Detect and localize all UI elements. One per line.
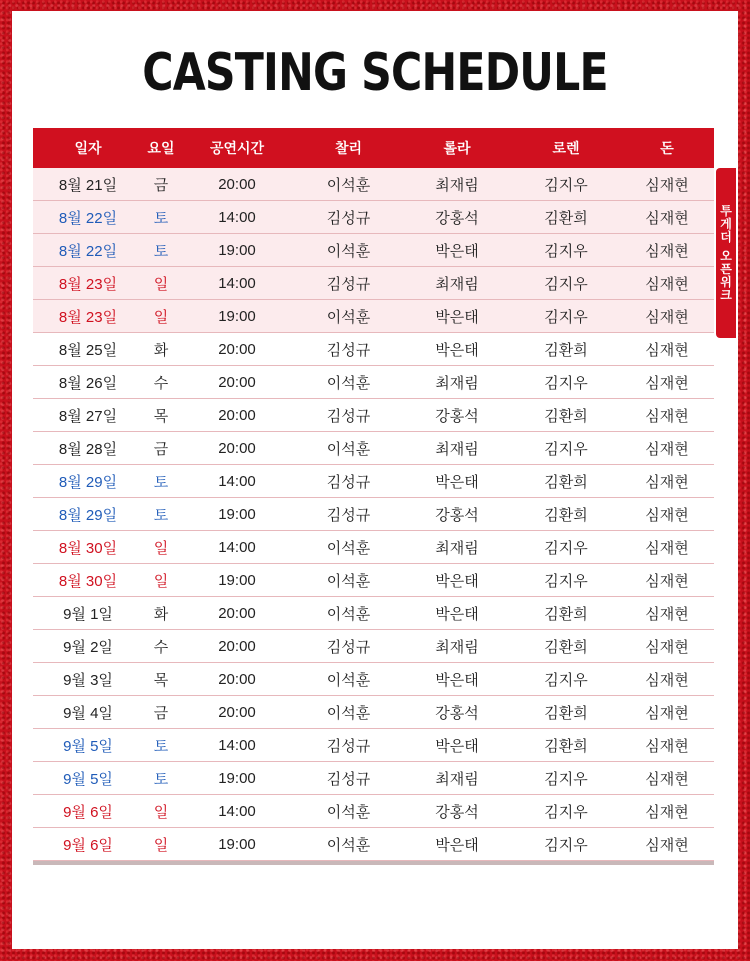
cell-day: 수 <box>153 638 169 656</box>
header-lola: 롤라 <box>443 140 471 156</box>
cell-lola: 박은태 <box>435 836 479 854</box>
cell-charlie: 이석훈 <box>326 671 371 689</box>
open-week-tag-char: 게 <box>720 216 732 231</box>
cell-lola: 박은태 <box>435 572 479 590</box>
table-row <box>33 597 714 630</box>
cell-lola: 최재림 <box>435 275 479 293</box>
cell-lola: 최재림 <box>435 770 479 788</box>
table-row <box>33 267 714 300</box>
cell-don: 심재현 <box>645 341 689 359</box>
cell-don: 심재현 <box>645 704 689 722</box>
cell-don: 심재현 <box>645 803 689 821</box>
cell-day: 일 <box>153 308 169 326</box>
cell-lola: 박은태 <box>435 242 479 260</box>
cell-date: 8월 29일 <box>58 473 118 491</box>
open-week-tag-char: 크 <box>720 287 732 302</box>
cell-charlie: 김성규 <box>326 407 371 425</box>
cell-day: 수 <box>153 374 169 392</box>
open-week-tag-char: 픈 <box>720 261 732 276</box>
cell-don: 심재현 <box>645 209 689 227</box>
cell-day: 일 <box>153 836 169 854</box>
cell-don: 심재현 <box>645 374 689 392</box>
cell-lola: 최재림 <box>435 176 479 194</box>
cell-lauren: 김지우 <box>544 572 588 590</box>
cell-charlie: 김성규 <box>326 770 371 788</box>
cell-date: 9월 1일 <box>63 605 113 623</box>
cell-lauren: 김지우 <box>544 308 588 326</box>
cell-don: 심재현 <box>645 671 689 689</box>
cell-charlie: 이석훈 <box>326 308 371 326</box>
cell-don: 심재현 <box>645 836 689 854</box>
table-row <box>33 696 714 729</box>
cell-lauren: 김환희 <box>544 605 588 623</box>
cell-lauren: 김지우 <box>544 671 588 689</box>
table-row <box>33 663 714 696</box>
open-week-tag-char: 투 <box>720 203 732 218</box>
header-lauren: 로렌 <box>552 140 580 156</box>
cell-day: 일 <box>153 275 169 293</box>
header-time: 공연시간 <box>209 140 265 156</box>
cell-lauren: 김환희 <box>544 506 588 524</box>
cell-date: 8월 30일 <box>58 539 118 557</box>
cell-time: 20:00 <box>218 175 256 193</box>
cell-charlie: 김성규 <box>326 638 371 656</box>
table-body <box>33 168 714 861</box>
cell-lola: 강홍석 <box>435 704 479 722</box>
cell-don: 심재현 <box>645 572 689 590</box>
cell-don: 심재현 <box>645 407 689 425</box>
table-row <box>33 630 714 663</box>
cell-date: 9월 5일 <box>63 737 113 755</box>
cell-time: 14:00 <box>218 208 256 226</box>
cell-day: 토 <box>153 242 169 260</box>
casting-table <box>33 128 714 865</box>
cell-charlie: 이석훈 <box>326 836 371 854</box>
table-row <box>33 762 714 795</box>
cell-charlie: 이석훈 <box>326 242 371 260</box>
cell-day: 토 <box>153 473 169 491</box>
table-row <box>33 234 714 267</box>
cell-lola: 박은태 <box>435 341 479 359</box>
header-charlie: 찰리 <box>334 140 363 156</box>
cell-time: 19:00 <box>218 505 256 523</box>
cell-lauren: 김환희 <box>544 638 588 656</box>
cell-don: 심재현 <box>645 737 689 755</box>
cell-lola: 최재림 <box>435 638 479 656</box>
cell-day: 금 <box>153 440 169 458</box>
cell-day: 토 <box>153 770 169 788</box>
table-row <box>33 498 714 531</box>
cell-time: 20:00 <box>218 340 256 358</box>
header-don: 돈 <box>660 140 674 156</box>
header-day: 요일 <box>147 140 175 156</box>
table-row <box>33 300 714 333</box>
schedule-panel <box>12 11 738 949</box>
cell-lauren: 김지우 <box>544 836 588 854</box>
cell-lola: 강홍석 <box>435 506 479 524</box>
table-row <box>33 168 714 201</box>
cell-charlie: 김성규 <box>326 737 371 755</box>
cell-time: 19:00 <box>218 241 256 259</box>
cell-lauren: 김환희 <box>544 341 588 359</box>
cell-don: 심재현 <box>645 605 689 623</box>
cell-date: 8월 21일 <box>58 176 118 194</box>
cell-don: 심재현 <box>645 275 689 293</box>
cell-lola: 박은태 <box>435 308 479 326</box>
cell-date: 9월 5일 <box>63 770 113 788</box>
header-date: 일자 <box>74 140 102 156</box>
cell-lauren: 김환희 <box>544 407 588 425</box>
cell-time: 20:00 <box>218 637 256 655</box>
cell-lola: 박은태 <box>435 605 479 623</box>
cell-time: 14:00 <box>218 802 256 820</box>
cell-lauren: 김지우 <box>544 374 588 392</box>
cell-lauren: 김지우 <box>544 242 588 260</box>
cell-lauren: 김지우 <box>544 275 588 293</box>
cell-lauren: 김지우 <box>544 803 588 821</box>
cell-charlie: 이석훈 <box>326 803 371 821</box>
table-row <box>33 201 714 234</box>
cell-day: 일 <box>153 803 169 821</box>
open-week-tag-char: 위 <box>720 274 732 289</box>
cell-lola: 강홍석 <box>435 407 479 425</box>
cell-day: 화 <box>153 341 169 359</box>
cell-lauren: 김환희 <box>544 704 588 722</box>
cell-lola: 강홍석 <box>435 803 479 821</box>
cell-time: 14:00 <box>218 472 256 490</box>
cell-time: 20:00 <box>218 406 256 424</box>
cell-time: 14:00 <box>218 274 256 292</box>
cell-time: 20:00 <box>218 373 256 391</box>
cell-don: 심재현 <box>645 242 689 260</box>
cell-lauren: 김환희 <box>544 737 588 755</box>
cell-charlie: 이석훈 <box>326 440 371 458</box>
cell-lola: 박은태 <box>435 671 479 689</box>
cell-charlie: 김성규 <box>326 275 371 293</box>
cell-charlie: 이석훈 <box>326 374 371 392</box>
cell-time: 19:00 <box>218 835 256 853</box>
cell-date: 9월 2일 <box>63 638 113 656</box>
cell-charlie: 이석훈 <box>326 704 371 722</box>
table-header <box>33 128 714 168</box>
cell-lauren: 김환희 <box>544 209 588 227</box>
cell-day: 목 <box>153 407 169 425</box>
cell-day: 토 <box>153 506 169 524</box>
cell-charlie: 김성규 <box>326 209 371 227</box>
cell-charlie: 이석훈 <box>326 572 371 590</box>
table-row <box>33 795 714 828</box>
cell-lola: 최재림 <box>435 374 479 392</box>
cell-don: 심재현 <box>645 539 689 557</box>
cell-day: 일 <box>153 572 169 590</box>
cell-time: 19:00 <box>218 769 256 787</box>
table-row <box>33 432 714 465</box>
cell-date: 8월 23일 <box>58 275 118 293</box>
cell-charlie: 김성규 <box>326 473 371 491</box>
cell-don: 심재현 <box>645 440 689 458</box>
cell-date: 8월 22일 <box>58 242 118 260</box>
cell-lola: 박은태 <box>435 737 479 755</box>
cell-date: 8월 30일 <box>58 572 118 590</box>
cell-day: 금 <box>153 704 169 722</box>
cell-lauren: 김지우 <box>544 440 588 458</box>
cell-day: 목 <box>153 671 169 689</box>
table-row <box>33 828 714 861</box>
cell-day: 화 <box>153 605 169 623</box>
cell-lola: 최재림 <box>435 440 479 458</box>
cell-charlie: 이석훈 <box>326 539 371 557</box>
cell-time: 14:00 <box>218 538 256 556</box>
cell-date: 8월 28일 <box>58 440 118 458</box>
cell-time: 20:00 <box>218 604 256 622</box>
table-bottom-rule <box>33 861 714 865</box>
cell-time: 20:00 <box>218 703 256 721</box>
cell-time: 20:00 <box>218 439 256 457</box>
cell-day: 일 <box>153 539 169 557</box>
table-row <box>33 564 714 597</box>
cell-don: 심재현 <box>645 176 689 194</box>
cell-date: 8월 29일 <box>58 506 118 524</box>
table-row <box>33 399 714 432</box>
cell-charlie: 김성규 <box>326 506 371 524</box>
table-row <box>33 465 714 498</box>
open-week-tag <box>716 168 736 338</box>
cell-charlie: 김성규 <box>326 341 371 359</box>
cell-lauren: 김지우 <box>544 176 588 194</box>
cell-time: 14:00 <box>218 736 256 754</box>
table-row <box>33 531 714 564</box>
cell-lauren: 김지우 <box>544 770 588 788</box>
open-week-tag-char: 더 <box>720 229 732 244</box>
cell-time: 19:00 <box>218 571 256 589</box>
cell-day: 토 <box>153 209 169 227</box>
table-row <box>33 333 714 366</box>
cell-don: 심재현 <box>645 473 689 491</box>
cell-date: 8월 22일 <box>58 209 118 227</box>
cell-day: 금 <box>153 176 169 194</box>
cell-time: 20:00 <box>218 670 256 688</box>
table-row <box>33 729 714 762</box>
cell-date: 9월 6일 <box>63 836 113 854</box>
table-row <box>33 366 714 399</box>
cell-don: 심재현 <box>645 308 689 326</box>
cell-date: 9월 3일 <box>63 671 113 689</box>
cell-date: 8월 26일 <box>58 374 118 392</box>
cell-lola: 최재림 <box>435 539 479 557</box>
page-title: CASTING SCHEDULE <box>142 43 608 103</box>
cell-don: 심재현 <box>645 770 689 788</box>
cell-don: 심재현 <box>645 506 689 524</box>
cell-date: 8월 25일 <box>58 341 118 359</box>
cell-lola: 강홍석 <box>435 209 479 227</box>
open-week-tag-char: 오 <box>720 248 732 263</box>
cell-charlie: 이석훈 <box>326 605 371 623</box>
cell-day: 토 <box>153 737 169 755</box>
cell-date: 8월 27일 <box>58 407 118 425</box>
cell-date: 8월 23일 <box>58 308 118 326</box>
cell-lauren: 김환희 <box>544 473 588 491</box>
cell-charlie: 이석훈 <box>326 176 371 194</box>
cell-lola: 박은태 <box>435 473 479 491</box>
cell-don: 심재현 <box>645 638 689 656</box>
cell-lauren: 김지우 <box>544 539 588 557</box>
cell-date: 9월 6일 <box>63 803 113 821</box>
cell-time: 19:00 <box>218 307 256 325</box>
cell-date: 9월 4일 <box>63 704 113 722</box>
